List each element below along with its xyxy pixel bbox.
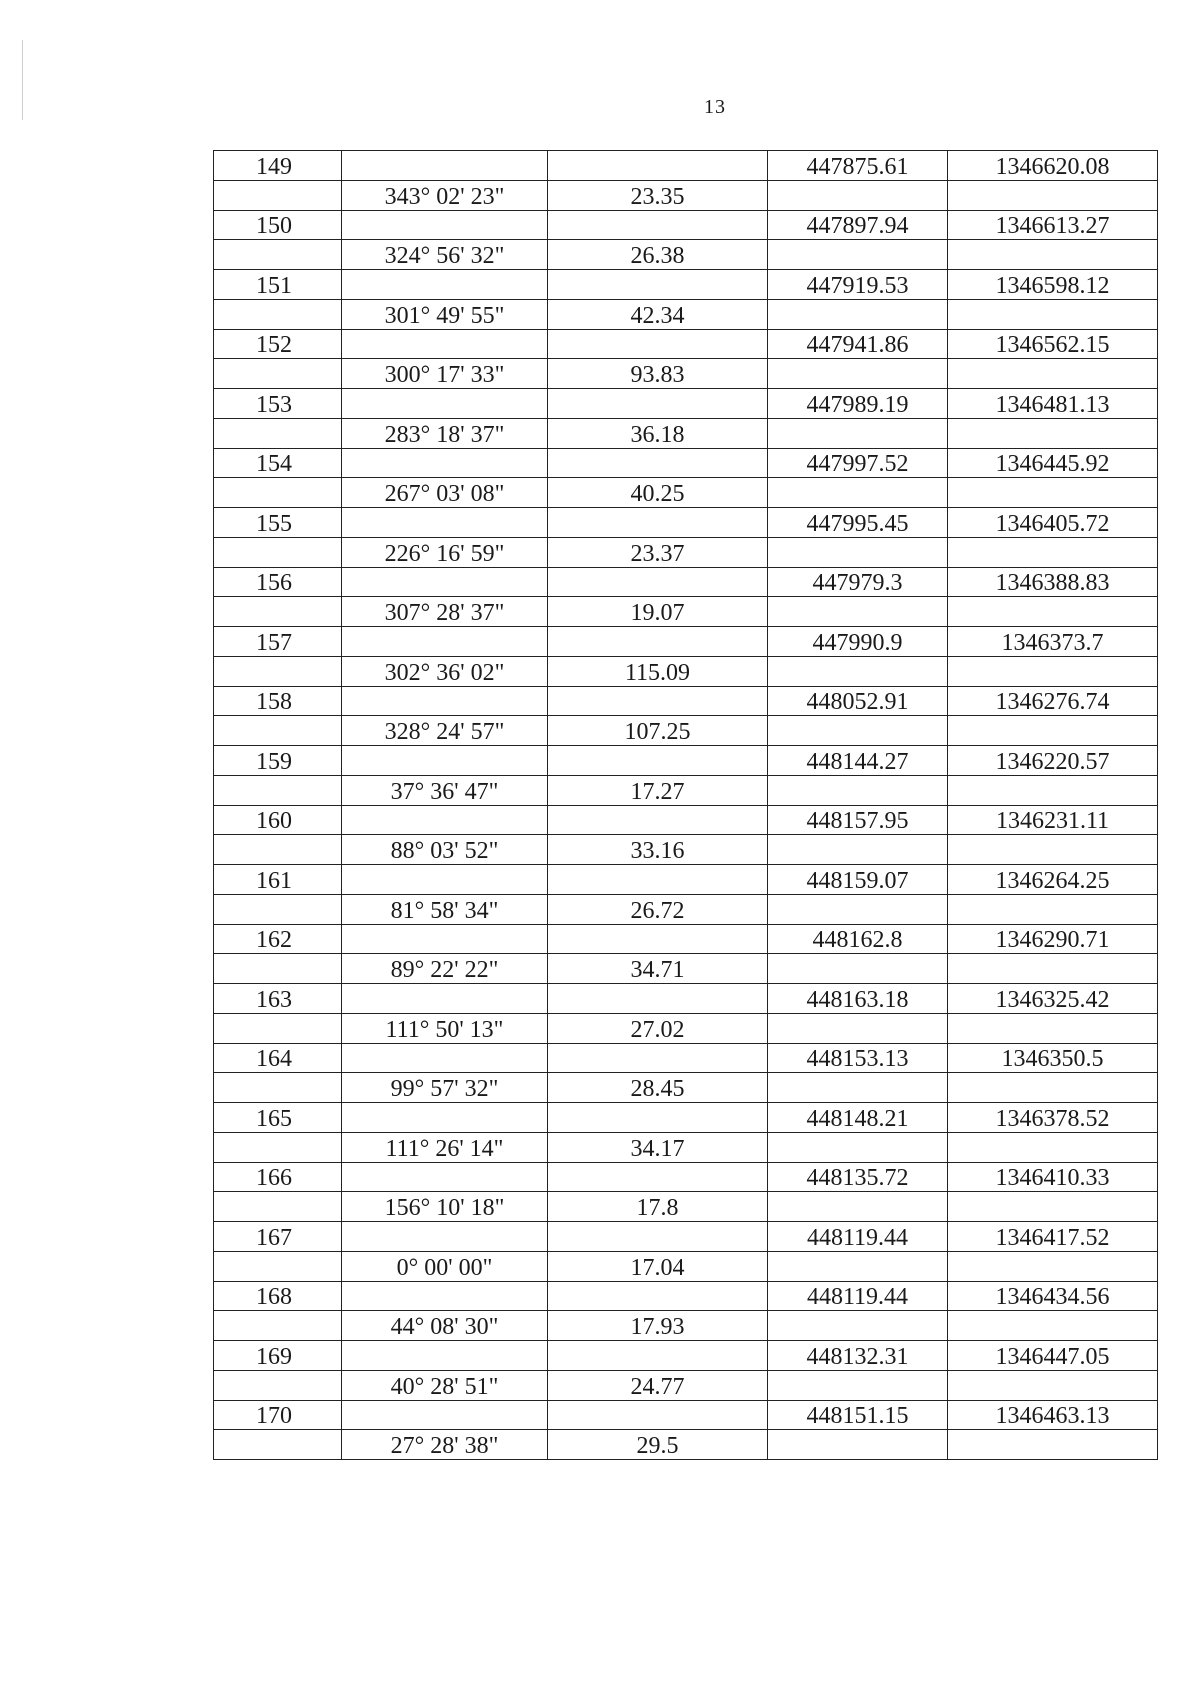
empty-cell: [768, 299, 948, 329]
empty-cell: [342, 805, 548, 835]
bearing-cell: 0° 00' 00": [342, 1251, 548, 1281]
easting-cell: 447989.19: [768, 389, 948, 419]
northing-cell: 1346447.05: [948, 1341, 1158, 1371]
point-id-cell: 170: [214, 1400, 342, 1430]
bearing-cell: 302° 36' 02": [342, 656, 548, 686]
easting-cell: 447875.61: [768, 151, 948, 181]
point-id-cell: 164: [214, 1043, 342, 1073]
bearing-cell: 283° 18' 37": [342, 418, 548, 448]
distance-cell: 26.72: [548, 894, 768, 924]
northing-cell: 1346378.52: [948, 1103, 1158, 1133]
empty-cell: [548, 151, 768, 181]
empty-cell: [342, 270, 548, 300]
northing-cell: 1346220.57: [948, 746, 1158, 776]
empty-cell: [768, 537, 948, 567]
point-id-cell: 165: [214, 1103, 342, 1133]
point-row: [214, 686, 1158, 716]
empty-cell: [948, 299, 1158, 329]
easting-cell: 447990.9: [768, 627, 948, 657]
bearing-cell: 267° 03' 08": [342, 478, 548, 508]
empty-cell: [948, 894, 1158, 924]
leg-row: [214, 359, 1158, 389]
empty-cell: [948, 656, 1158, 686]
easting-cell: 448144.27: [768, 746, 948, 776]
northing-cell: 1346388.83: [948, 567, 1158, 597]
northing-cell: 1346264.25: [948, 865, 1158, 895]
empty-cell: [948, 1192, 1158, 1222]
leg-row: [214, 537, 1158, 567]
empty-cell: [214, 537, 342, 567]
point-id-cell: 161: [214, 865, 342, 895]
leg-row: [214, 597, 1158, 627]
distance-cell: 23.35: [548, 180, 768, 210]
point-row: [214, 508, 1158, 538]
point-id-cell: 157: [214, 627, 342, 657]
bearing-cell: 111° 26' 14": [342, 1132, 548, 1162]
distance-cell: 40.25: [548, 478, 768, 508]
empty-cell: [548, 1103, 768, 1133]
empty-cell: [548, 389, 768, 419]
bearing-cell: 301° 49' 55": [342, 299, 548, 329]
empty-cell: [768, 1370, 948, 1400]
northing-cell: 1346620.08: [948, 151, 1158, 181]
northing-cell: 1346276.74: [948, 686, 1158, 716]
empty-cell: [548, 1222, 768, 1252]
empty-cell: [342, 567, 548, 597]
point-id-cell: 155: [214, 508, 342, 538]
point-id-cell: 149: [214, 151, 342, 181]
bearing-cell: 99° 57' 32": [342, 1073, 548, 1103]
northing-cell: 1346290.71: [948, 924, 1158, 954]
empty-cell: [342, 389, 548, 419]
point-row: [214, 448, 1158, 478]
point-row: [214, 151, 1158, 181]
leg-row: [214, 954, 1158, 984]
easting-cell: 448052.91: [768, 686, 948, 716]
northing-cell: 1346373.7: [948, 627, 1158, 657]
empty-cell: [768, 656, 948, 686]
empty-cell: [548, 567, 768, 597]
empty-cell: [548, 865, 768, 895]
empty-cell: [214, 894, 342, 924]
distance-cell: 17.27: [548, 775, 768, 805]
bearing-cell: 324° 56' 32": [342, 240, 548, 270]
empty-cell: [768, 418, 948, 448]
bearing-cell: 111° 50' 13": [342, 1013, 548, 1043]
empty-cell: [948, 1073, 1158, 1103]
empty-cell: [342, 924, 548, 954]
easting-cell: 447941.86: [768, 329, 948, 359]
leg-row: [214, 1251, 1158, 1281]
empty-cell: [214, 359, 342, 389]
northing-cell: 1346410.33: [948, 1162, 1158, 1192]
empty-cell: [214, 716, 342, 746]
empty-cell: [948, 1370, 1158, 1400]
distance-cell: 17.8: [548, 1192, 768, 1222]
point-row: [214, 210, 1158, 240]
empty-cell: [214, 1073, 342, 1103]
distance-cell: 17.04: [548, 1251, 768, 1281]
empty-cell: [214, 1370, 342, 1400]
point-row: [214, 805, 1158, 835]
distance-cell: 36.18: [548, 418, 768, 448]
point-id-cell: 167: [214, 1222, 342, 1252]
empty-cell: [548, 686, 768, 716]
distance-cell: 34.71: [548, 954, 768, 984]
empty-cell: [768, 1251, 948, 1281]
empty-cell: [768, 240, 948, 270]
point-row: [214, 627, 1158, 657]
empty-cell: [548, 1043, 768, 1073]
empty-cell: [342, 1043, 548, 1073]
point-row: [214, 1103, 1158, 1133]
page-number: 13: [704, 96, 726, 118]
empty-cell: [342, 508, 548, 538]
bearing-cell: 343° 02' 23": [342, 180, 548, 210]
leg-row: [214, 835, 1158, 865]
point-row: [214, 1162, 1158, 1192]
point-id-cell: 169: [214, 1341, 342, 1371]
point-row: [214, 389, 1158, 419]
point-row: [214, 746, 1158, 776]
point-id-cell: 159: [214, 746, 342, 776]
point-row: [214, 567, 1158, 597]
empty-cell: [768, 478, 948, 508]
leg-row: [214, 240, 1158, 270]
leg-row: [214, 478, 1158, 508]
point-id-cell: 166: [214, 1162, 342, 1192]
northing-cell: 1346613.27: [948, 210, 1158, 240]
distance-cell: 23.37: [548, 537, 768, 567]
northing-cell: 1346231.11: [948, 805, 1158, 835]
empty-cell: [548, 924, 768, 954]
empty-cell: [548, 210, 768, 240]
easting-cell: 447897.94: [768, 210, 948, 240]
bearing-cell: 81° 58' 34": [342, 894, 548, 924]
empty-cell: [948, 1013, 1158, 1043]
easting-cell: 448119.44: [768, 1281, 948, 1311]
bearing-cell: 40° 28' 51": [342, 1370, 548, 1400]
empty-cell: [342, 1222, 548, 1252]
distance-cell: 107.25: [548, 716, 768, 746]
point-id-cell: 160: [214, 805, 342, 835]
empty-cell: [342, 210, 548, 240]
empty-cell: [342, 686, 548, 716]
easting-cell: 447979.3: [768, 567, 948, 597]
empty-cell: [768, 775, 948, 805]
leg-row: [214, 656, 1158, 686]
bearing-cell: 328° 24' 57": [342, 716, 548, 746]
leg-row: [214, 1073, 1158, 1103]
easting-cell: 448159.07: [768, 865, 948, 895]
coordinates-table: [213, 150, 1158, 1460]
point-id-cell: 152: [214, 329, 342, 359]
easting-cell: 448163.18: [768, 984, 948, 1014]
empty-cell: [948, 835, 1158, 865]
empty-cell: [214, 418, 342, 448]
empty-cell: [214, 656, 342, 686]
empty-cell: [214, 954, 342, 984]
northing-cell: 1346434.56: [948, 1281, 1158, 1311]
distance-cell: 29.5: [548, 1430, 768, 1460]
leg-row: [214, 894, 1158, 924]
leg-row: [214, 1370, 1158, 1400]
point-id-cell: 158: [214, 686, 342, 716]
point-row: [214, 984, 1158, 1014]
point-row: [214, 865, 1158, 895]
distance-cell: 26.38: [548, 240, 768, 270]
leg-row: [214, 1013, 1158, 1043]
leg-row: [214, 1132, 1158, 1162]
easting-cell: 448148.21: [768, 1103, 948, 1133]
empty-cell: [342, 1103, 548, 1133]
empty-cell: [768, 716, 948, 746]
empty-cell: [948, 1251, 1158, 1281]
empty-cell: [214, 775, 342, 805]
bearing-cell: 27° 28' 38": [342, 1430, 548, 1460]
distance-cell: 42.34: [548, 299, 768, 329]
empty-cell: [342, 984, 548, 1014]
empty-cell: [768, 954, 948, 984]
easting-cell: 448135.72: [768, 1162, 948, 1192]
empty-cell: [548, 984, 768, 1014]
empty-cell: [342, 448, 548, 478]
point-id-cell: 153: [214, 389, 342, 419]
northing-cell: 1346417.52: [948, 1222, 1158, 1252]
point-id-cell: 154: [214, 448, 342, 478]
bearing-cell: 307° 28' 37": [342, 597, 548, 627]
northing-cell: 1346350.5: [948, 1043, 1158, 1073]
easting-cell: 448151.15: [768, 1400, 948, 1430]
empty-cell: [342, 865, 548, 895]
empty-cell: [342, 1281, 548, 1311]
empty-cell: [342, 1162, 548, 1192]
empty-cell: [768, 835, 948, 865]
empty-cell: [548, 508, 768, 538]
empty-cell: [342, 627, 548, 657]
distance-cell: 28.45: [548, 1073, 768, 1103]
leg-row: [214, 180, 1158, 210]
point-row: [214, 1043, 1158, 1073]
empty-cell: [768, 1013, 948, 1043]
empty-cell: [342, 746, 548, 776]
empty-cell: [768, 1192, 948, 1222]
empty-cell: [768, 1430, 948, 1460]
empty-cell: [342, 151, 548, 181]
point-row: [214, 329, 1158, 359]
point-id-cell: 168: [214, 1281, 342, 1311]
leg-row: [214, 299, 1158, 329]
empty-cell: [342, 1341, 548, 1371]
northing-cell: 1346445.92: [948, 448, 1158, 478]
empty-cell: [768, 1311, 948, 1341]
empty-cell: [214, 1311, 342, 1341]
point-id-cell: 150: [214, 210, 342, 240]
distance-cell: 115.09: [548, 656, 768, 686]
distance-cell: 33.16: [548, 835, 768, 865]
empty-cell: [548, 746, 768, 776]
bearing-cell: 89° 22' 22": [342, 954, 548, 984]
point-row: [214, 1281, 1158, 1311]
empty-cell: [214, 835, 342, 865]
empty-cell: [948, 240, 1158, 270]
coordinates-table-body: [214, 151, 1158, 1460]
point-row: [214, 1222, 1158, 1252]
empty-cell: [548, 1341, 768, 1371]
empty-cell: [948, 1430, 1158, 1460]
northing-cell: 1346405.72: [948, 508, 1158, 538]
empty-cell: [342, 1400, 548, 1430]
easting-cell: 448119.44: [768, 1222, 948, 1252]
leg-row: [214, 716, 1158, 746]
empty-cell: [214, 1132, 342, 1162]
northing-cell: 1346562.15: [948, 329, 1158, 359]
empty-cell: [948, 418, 1158, 448]
empty-cell: [214, 240, 342, 270]
empty-cell: [214, 1192, 342, 1222]
empty-cell: [768, 1073, 948, 1103]
bearing-cell: 37° 36' 47": [342, 775, 548, 805]
leg-row: [214, 1192, 1158, 1222]
empty-cell: [548, 1281, 768, 1311]
easting-cell: 447997.52: [768, 448, 948, 478]
distance-cell: 93.83: [548, 359, 768, 389]
empty-cell: [548, 805, 768, 835]
distance-cell: 17.93: [548, 1311, 768, 1341]
empty-cell: [948, 597, 1158, 627]
empty-cell: [948, 1311, 1158, 1341]
empty-cell: [948, 478, 1158, 508]
empty-cell: [948, 1132, 1158, 1162]
easting-cell: 448162.8: [768, 924, 948, 954]
northing-cell: 1346481.13: [948, 389, 1158, 419]
easting-cell: 447995.45: [768, 508, 948, 538]
empty-cell: [214, 1251, 342, 1281]
empty-cell: [548, 448, 768, 478]
empty-cell: [768, 597, 948, 627]
northing-cell: 1346463.13: [948, 1400, 1158, 1430]
distance-cell: 27.02: [548, 1013, 768, 1043]
distance-cell: 24.77: [548, 1370, 768, 1400]
point-id-cell: 162: [214, 924, 342, 954]
point-row: [214, 1400, 1158, 1430]
empty-cell: [214, 478, 342, 508]
leg-row: [214, 1430, 1158, 1460]
empty-cell: [768, 180, 948, 210]
empty-cell: [548, 627, 768, 657]
empty-cell: [948, 716, 1158, 746]
leg-row: [214, 775, 1158, 805]
northing-cell: 1346598.12: [948, 270, 1158, 300]
distance-cell: 34.17: [548, 1132, 768, 1162]
empty-cell: [548, 329, 768, 359]
bearing-cell: 88° 03' 52": [342, 835, 548, 865]
empty-cell: [948, 180, 1158, 210]
empty-cell: [214, 597, 342, 627]
empty-cell: [948, 775, 1158, 805]
distance-cell: 19.07: [548, 597, 768, 627]
bearing-cell: 156° 10' 18": [342, 1192, 548, 1222]
empty-cell: [768, 1132, 948, 1162]
empty-cell: [768, 894, 948, 924]
empty-cell: [548, 1162, 768, 1192]
point-id-cell: 151: [214, 270, 342, 300]
empty-cell: [214, 180, 342, 210]
empty-cell: [214, 299, 342, 329]
point-row: [214, 270, 1158, 300]
bearing-cell: 300° 17' 33": [342, 359, 548, 389]
easting-cell: 447919.53: [768, 270, 948, 300]
empty-cell: [948, 954, 1158, 984]
empty-cell: [548, 1400, 768, 1430]
empty-cell: [768, 359, 948, 389]
point-row: [214, 1341, 1158, 1371]
easting-cell: 448157.95: [768, 805, 948, 835]
point-id-cell: 163: [214, 984, 342, 1014]
empty-cell: [948, 359, 1158, 389]
northing-cell: 1346325.42: [948, 984, 1158, 1014]
empty-cell: [214, 1430, 342, 1460]
easting-cell: 448132.31: [768, 1341, 948, 1371]
empty-cell: [548, 270, 768, 300]
bearing-cell: 44° 08' 30": [342, 1311, 548, 1341]
empty-cell: [948, 537, 1158, 567]
leg-row: [214, 418, 1158, 448]
point-row: [214, 924, 1158, 954]
empty-cell: [214, 1013, 342, 1043]
empty-cell: [342, 329, 548, 359]
point-id-cell: 156: [214, 567, 342, 597]
easting-cell: 448153.13: [768, 1043, 948, 1073]
bearing-cell: 226° 16' 59": [342, 537, 548, 567]
leg-row: [214, 1311, 1158, 1341]
